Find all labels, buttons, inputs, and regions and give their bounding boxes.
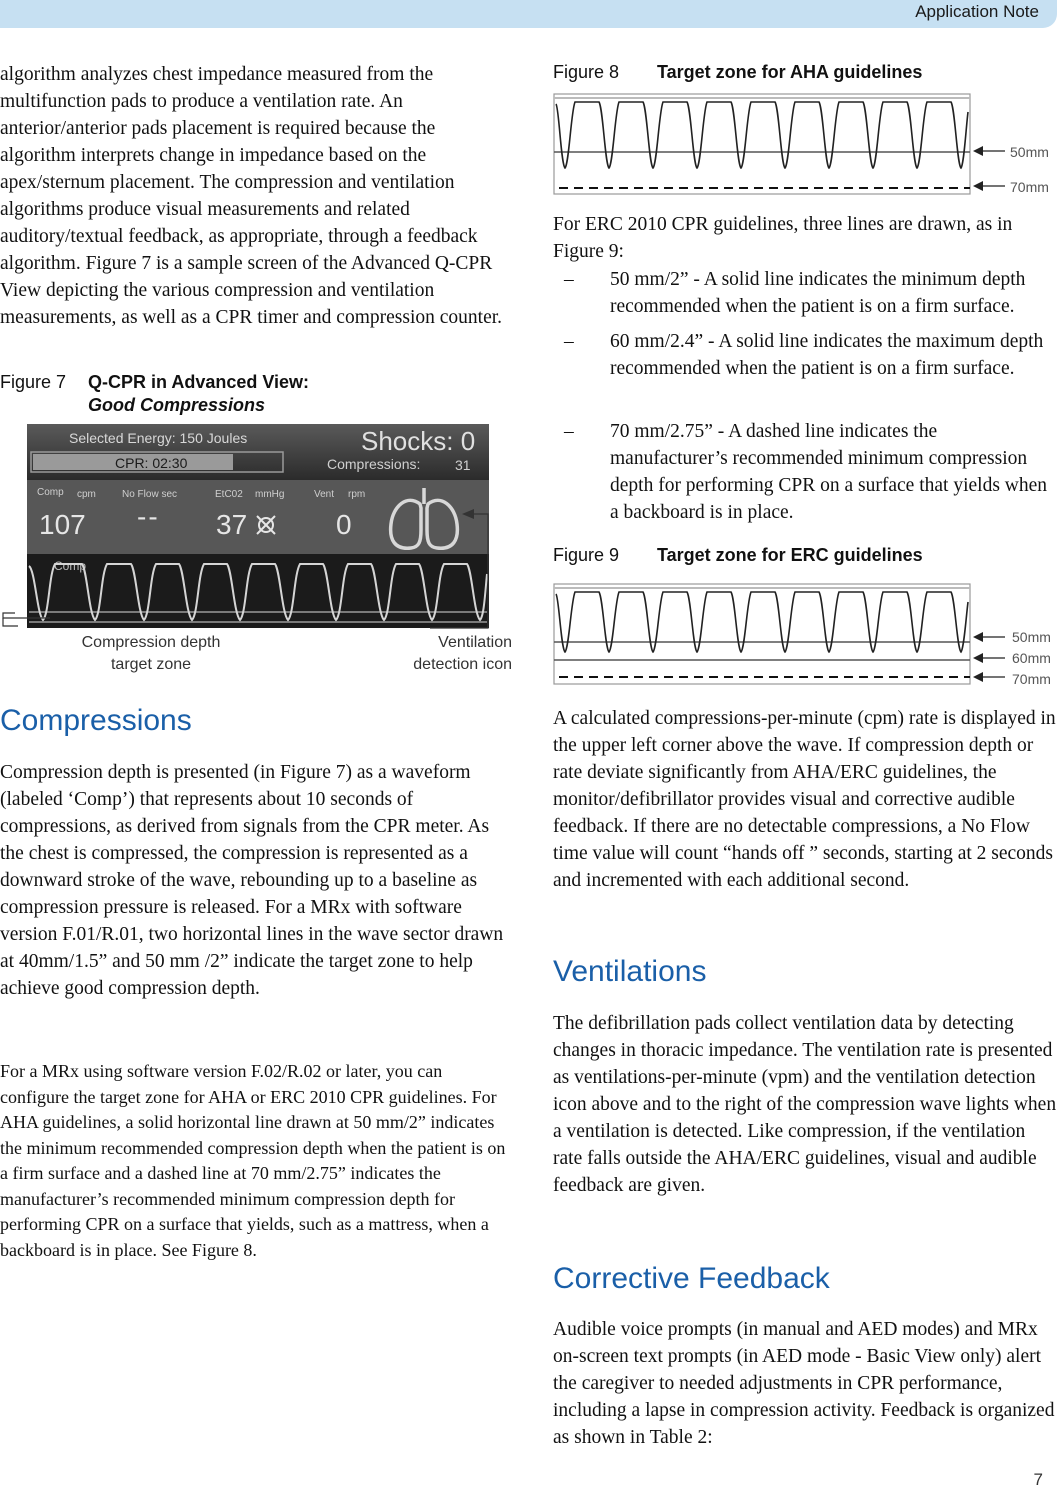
figure9-number: Figure 9 bbox=[553, 545, 620, 565]
bullet-2-dash: – bbox=[564, 331, 574, 352]
compressions-value: 31 bbox=[455, 457, 471, 473]
figure9-frame bbox=[554, 584, 970, 684]
callout-left-line bbox=[3, 613, 50, 618]
compressions-label: Compressions: bbox=[327, 456, 421, 472]
callout-right-line bbox=[430, 514, 488, 628]
cpm-paragraph: A calculated compressions-per-minute (cpm) rate is displayed in the upper left corner above the wave. If compression depth or rate deviate significantly from AHA/ERC guidelines, the monitor/defibrillator provides visual and corrective audible feedback. If there are no detectable compressions, a No Flow time value will count “hands off ” seconds, starting at 2 seconds and incremented with each additional second. bbox=[553, 708, 1056, 891]
ventilations-paragraph: The defibrillation pads collect ventilation data by detecting changes in thoracic impedance. The ventilation rate is presented as ventilations-per-minute (vpm) and the ventilation detection icon above and to the right of the compression wave lights when a ventilation is detected. Like compression, if the ventilation rate falls outside the AHA/ERC guidelines, visual and audible feedback are given. bbox=[553, 1013, 1057, 1196]
cpm-unit-label: cpm bbox=[77, 489, 96, 500]
etco2-value: 37 bbox=[216, 509, 248, 540]
mmhg-label: mmHg bbox=[255, 489, 285, 500]
rpm-label: rpm bbox=[348, 489, 366, 500]
erc-intro: For ERC 2010 CPR guidelines, three lines are drawn, as in Figure 9: bbox=[553, 214, 1013, 262]
figure9-label-50: 50mm bbox=[1012, 629, 1051, 645]
no-flow-label: No Flow sec bbox=[122, 489, 178, 500]
header-band bbox=[0, 0, 1057, 28]
vent-label: Vent bbox=[314, 489, 335, 500]
figure7-caption bbox=[0, 371, 508, 417]
figure7-number: Figure 7 bbox=[0, 372, 67, 392]
figure9-label-60: 60mm bbox=[1012, 650, 1051, 666]
compressions-paragraph-1: Compression depth is presented (in Figure 7) as a waveform (labeled ‘Comp’) that represents about 10 seconds of compressions, as derived from signals from the CPR meter. As the chest is compressed, the compression is represented as a downward stroke of the wave, rebounding up to a baseline as compression pressure is released. For a MRx with software version F.01/R.01, two horizontal lines in the wave sector drawn at 40mm/1.5” and 50 mm /2” indicate the target zone to help achieve good compression depth. bbox=[0, 762, 504, 999]
comp-param-label: Comp bbox=[37, 487, 64, 498]
bullet-3-dash: – bbox=[564, 421, 574, 442]
wave-label: Comp bbox=[54, 559, 87, 573]
figure9-title: Target zone for ERC guidelines bbox=[657, 545, 923, 565]
comp-value: 107 bbox=[39, 509, 86, 540]
shocks-text: Shocks: 0 bbox=[361, 426, 476, 456]
figure8-label-50: 50mm bbox=[1010, 144, 1049, 160]
compressions-paragraph-2: For a MRx using software version F.02/R.02 or later, you can configure the target zone for AHA or ERC 2010 CPR guidelines. For AHA guidelines, a solid horizontal line drawn at 50 mm/2” indicates the minimum recommended compression depth when the patient is on a firm surface and a dashed line at 70 mm/2.75” indicates the manufacturer’s recommended minimum compression depth for performing CPR on a surface that yields, such as a mattress, when a backboard is in place. See Figure 8. bbox=[0, 1061, 506, 1260]
vent-value: 0 bbox=[336, 509, 352, 540]
figure8-label-70: 70mm bbox=[1010, 179, 1049, 195]
figure8-frame bbox=[554, 94, 970, 194]
annotation-compression-depth: Compression depth target zone bbox=[81, 634, 221, 673]
figure8-number: Figure 8 bbox=[553, 62, 620, 82]
cpr-timer-text: CPR: 02:30 bbox=[115, 455, 188, 471]
annotation-ventilation-icon: Ventilation detection icon bbox=[413, 634, 512, 673]
figure7-title-italic: Good Compressions bbox=[88, 395, 266, 415]
figure8-caption bbox=[553, 61, 1053, 84]
selected-energy-text: Selected Energy: 150 Joules bbox=[69, 430, 248, 446]
figure9-label-70: 70mm bbox=[1012, 671, 1051, 687]
ventilations-heading: Ventilations bbox=[553, 955, 707, 988]
no-flow-value: -- bbox=[137, 501, 160, 532]
figure9-chart bbox=[553, 578, 1053, 688]
figure9-caption bbox=[553, 544, 1053, 567]
compressions-heading: Compressions bbox=[0, 704, 192, 737]
figure8-title: Target zone for AHA guidelines bbox=[657, 62, 923, 82]
bullet-1-dash: – bbox=[564, 269, 574, 290]
corrective-feedback-paragraph: Audible voice prompts (in manual and AED modes) and MRx on-screen text prompts (in AED mode - Basic View only) alert the caregiver to needed adjustments in CPR performance, including a lapse in compression activity. Feedback is organized as shown in Table 2: bbox=[553, 1319, 1055, 1448]
figure7-title: Q-CPR in Advanced View: bbox=[88, 372, 310, 392]
figure8-chart bbox=[553, 88, 1053, 198]
etco2-label: EtC02 bbox=[215, 489, 243, 500]
page-number: 7 bbox=[1033, 1470, 1043, 1489]
corrective-feedback-heading: Corrective Feedback bbox=[553, 1262, 830, 1295]
header-title: Application Note bbox=[915, 2, 1039, 21]
intro-paragraph: algorithm analyzes chest impedance measured from the multifunction pads to produce a ventilation rate. An anterior/anterior pads placement is required because the algorithm interprets change in impedance based on the apex/sternum placement. The compression and ventilation algorithms produce visual measurements and related auditory/textual feedback, as appropriate, through a feedback algorithm. Figure 7 is a sample screen of the Advanced Q-CPR View depicting the various compression and ventilation measurements, as well as a CPR timer and compression counter. bbox=[0, 64, 503, 328]
